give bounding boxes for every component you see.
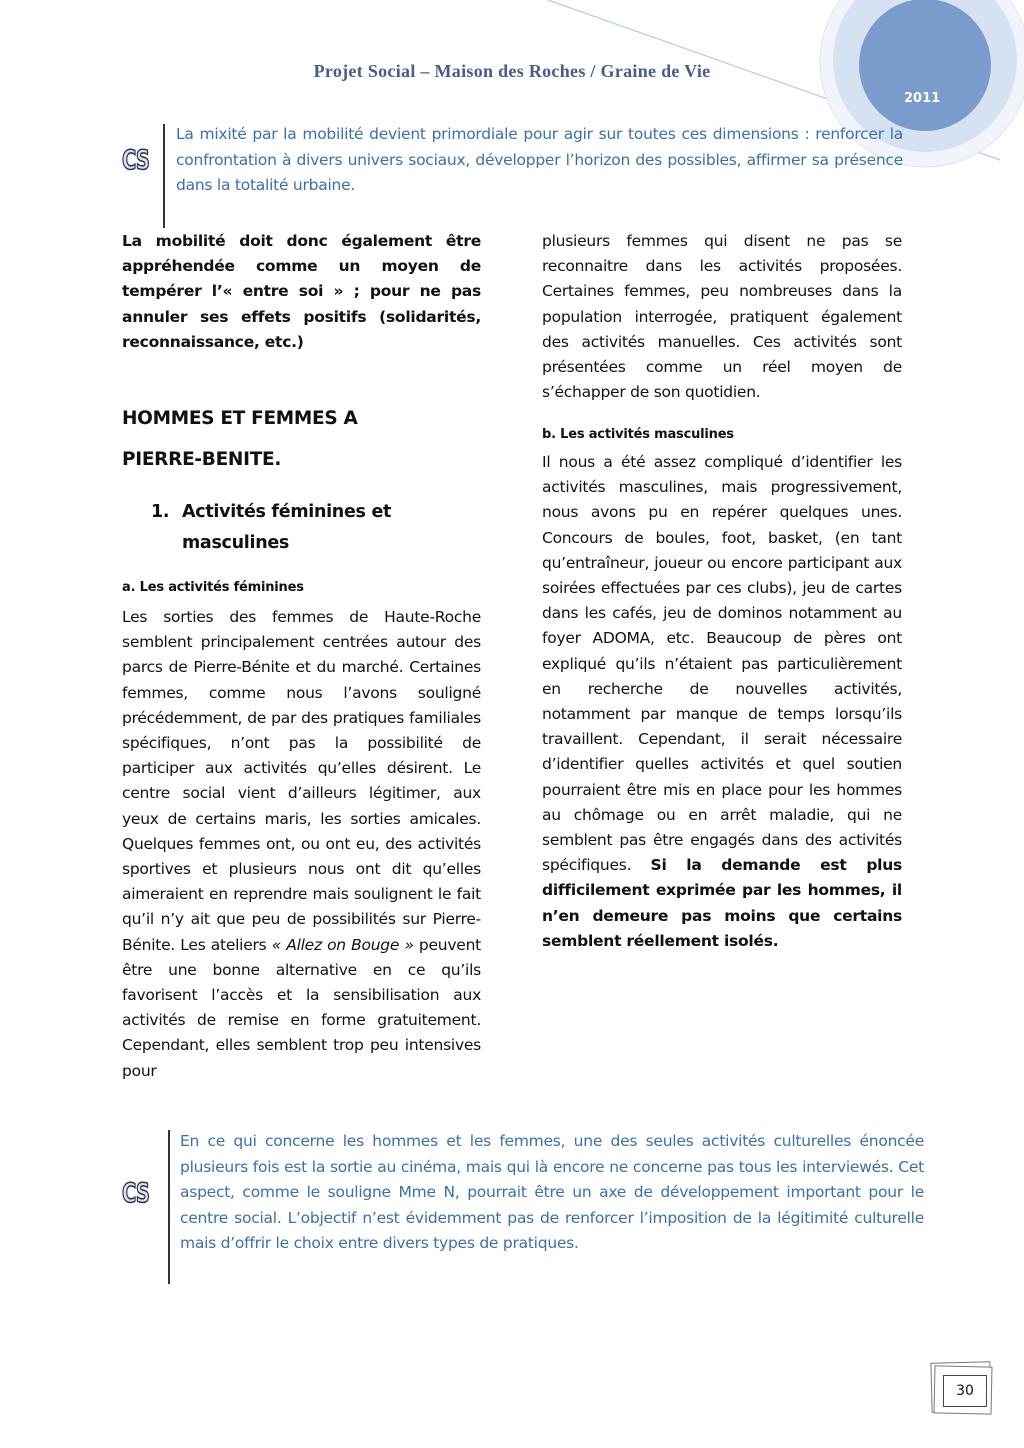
- section-b-paragraph: [542, 450, 902, 954]
- section-a-text-2: peuvent être une bonne alternative en ce qu’ils favorisent l’accès et la sensibilisation aux activités de remise en forme gratuitement. Cependant, elles semblent trop peu intensives pour: [122, 935, 481, 1080]
- cs-logo-bottom: CS: [122, 1178, 150, 1209]
- subheading-number: 1.: [151, 502, 170, 522]
- section-a-title: a. Les activités féminines: [122, 580, 304, 595]
- section-heading-line2: PIERRE-BENITE.: [122, 449, 282, 470]
- cs-logo-top: CS: [122, 145, 150, 176]
- subheading-line1: Activités féminines et: [182, 502, 392, 522]
- subheading-line2: masculines: [182, 533, 290, 553]
- right-continuation: plusieurs femmes qui disent ne pas se reconnaitre dans les activités proposées. Certaines femmes, peu nombreuses dans la population interrogée, pratiquent également des activités manuelles. Ces activités sont présentées comme un réel moyen de s’échapper de son quotidien.: [542, 232, 902, 402]
- header-title: Projet Social – Maison des Roches / Graine de Vie: [313, 61, 711, 81]
- cs-bar-bottom: [168, 1130, 170, 1284]
- section-a-paragraph: [122, 605, 481, 1084]
- cs-bar-top: [163, 124, 165, 228]
- page-number: 30: [943, 1375, 987, 1407]
- header-year: 2011: [904, 91, 941, 106]
- cs-box-top-text: La mixité par la mobilité devient primordiale pour agir sur toutes ces dimensions : renforcer la confrontation à divers univers sociaux, développer l’horizon des possibles, affirmer sa présence dans la totalité urbaine.: [176, 125, 903, 194]
- section-heading-line1: HOMMES ET FEMMES A: [122, 408, 358, 429]
- section-a-text-1: Les sorties des femmes de Haute-Roche semblent principalement centrées autour des parcs de Pierre-Bénite et du marché. Certaines femmes, comme nous l’avons souligné précédemment, de par des pratiques familiales spécifiques, n’ont pas la possibilité de participer aux activités qu’elles désirent. Le centre social vient d’ailleurs légitimer, aux yeux de certains maris, les sorties amicales. Quelques femmes ont, ou ont eu, des activités sportives et plusieurs nous ont dit qu’elles aimeraient en reprendre mais soulignent le fait qu’il n’y ait que peu de possibilités sur Pierre-Bénite. Les ateliers: [122, 608, 481, 954]
- section-b-title: b. Les activités masculines: [542, 427, 734, 442]
- cs-box-bottom-text: En ce qui concerne les hommes et les femmes, une des seules activités culturelles énoncée plusieurs fois est la sortie au cinéma, mais qui là encore ne concerne pas tous les interviewés. Cet aspect, comme le souligne Mme N, pourrait être un axe de développement important pour le centre social. L’objectif n’est évidemment pas de renforcer l’imposition de la légitimité culturelle mais d’offrir le choix entre divers types de pratiques.: [180, 1132, 924, 1252]
- section-a-italic: « Allez on Bouge »: [271, 935, 414, 954]
- section-b-text: Il nous a été assez compliqué d’identifier les activités masculines, mais progressivement, nous avons pu en repérer quelques unes. Concours de boules, foot, basket, (en tant qu’entraîneur, joueur ou encore participant aux soirées effectuées par ces clubs), jeu de cartes dans les cafés, jeu de dominos notamment au foyer ADOMA, etc. Beaucoup de pères ont expliqué qu’ils n’étaient pas particulièrement en recherche de nouvelles activités, notamment par manque de temps lorsqu’ils travaillent. Cependant, il serait nécessaire d’identifier quelles activités et quel soutien pourraient être mis en place pour les hommes au chômage ou en arrêt maladie, qui ne semblent pas être engagés dans des activités spécifiques.: [542, 453, 902, 875]
- left-intro-bold: La mobilité doit donc également être appréhendée comme un moyen de tempérer l’« entre soi » ; pour ne pas annuler ses effets positifs (solidarités, reconnaissance, etc.): [122, 232, 481, 351]
- section-b-bold: Si la demande est plus difficilement exprimée par les hommes, il n’en demeure pas moins que certains semblent réellement isolés.: [542, 856, 902, 950]
